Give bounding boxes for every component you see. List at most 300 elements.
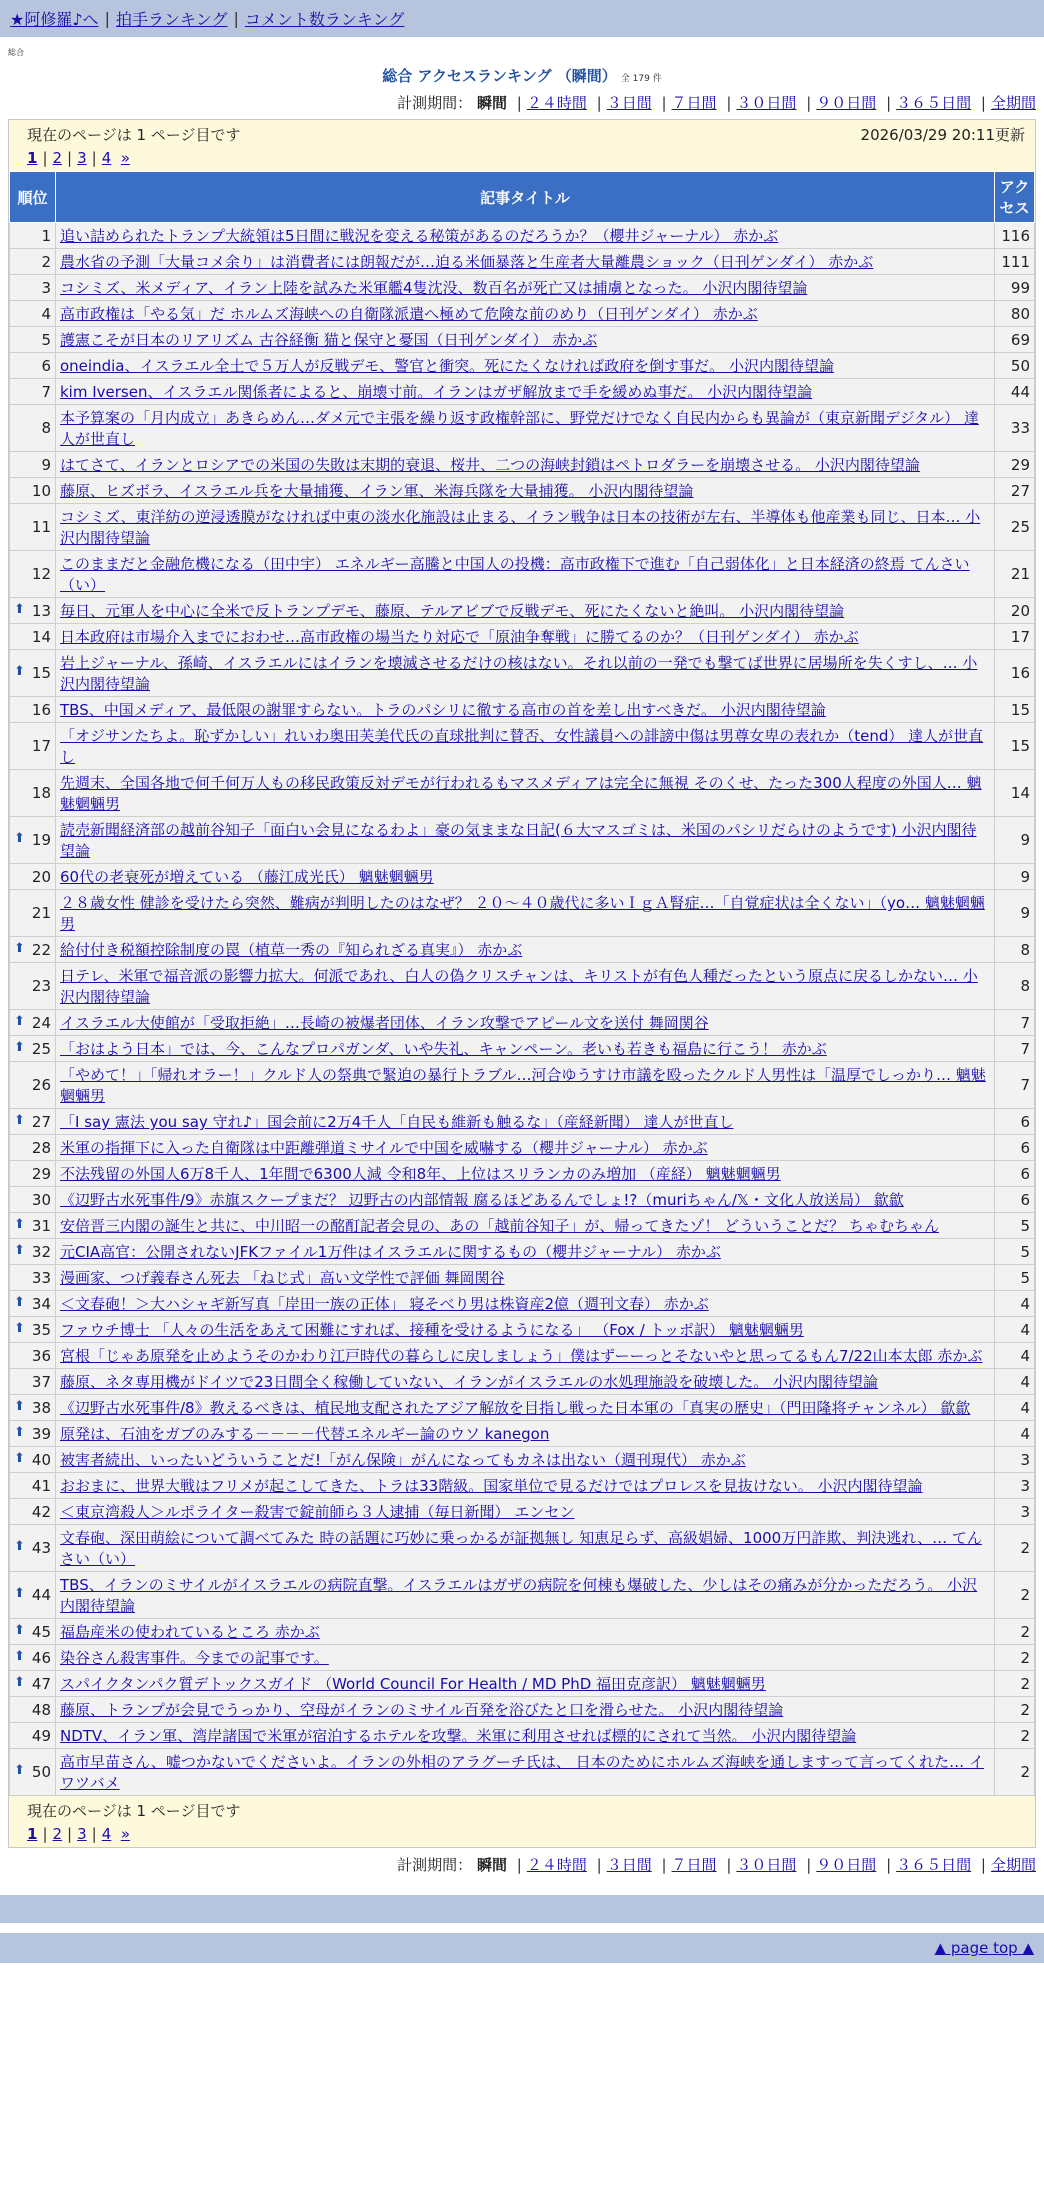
access-count: 69: [995, 327, 1035, 353]
access-count: 2: [995, 1645, 1035, 1671]
title-cell: [56, 1010, 995, 1036]
title-cell: [56, 1525, 995, 1572]
table-row: [10, 1291, 1035, 1317]
rank-number: 42: [31, 1502, 51, 1521]
page-info-text: 現在のページは 1 ページ目です: [27, 126, 241, 144]
title-cell: [56, 770, 995, 817]
pagetop-bar: [0, 1933, 1044, 1963]
up-arrow-icon: ⬆: [14, 1424, 25, 1440]
table-row: [10, 963, 1035, 1010]
access-count: 9: [995, 890, 1035, 937]
title-cell: [56, 353, 995, 379]
rank-cell: [10, 223, 56, 249]
access-count: 6: [995, 1135, 1035, 1161]
rank-cell: [10, 697, 56, 723]
table-row: [10, 937, 1035, 963]
access-count: 2: [995, 1749, 1035, 1796]
rank-cell: [10, 452, 56, 478]
period-label-bottom: 計測期間：: [397, 1856, 473, 1874]
title-cell: [56, 1447, 995, 1473]
rank-number: 31: [31, 1216, 51, 1235]
article-link[interactable]: 60代の老衰死が増えている （藤江成光氏） 魑魅魍魎男: [60, 868, 434, 886]
article-link[interactable]: 染谷さん殺害事件。今までの記事です。: [60, 1649, 329, 1667]
period-link-30d[interactable]: ３０日間: [736, 94, 797, 112]
access-count: 80: [995, 301, 1035, 327]
page-info-text-bottom: 現在のページは 1 ページ目です: [27, 1802, 241, 1820]
access-count: 8: [995, 937, 1035, 963]
table-row: [10, 1447, 1035, 1473]
access-count: 5: [995, 1213, 1035, 1239]
rank-cell: [10, 624, 56, 650]
table-header-row: [10, 172, 1035, 223]
table-row: [10, 650, 1035, 697]
title-cell: [56, 1291, 995, 1317]
rank-cell: [10, 1499, 56, 1525]
rank-number: 41: [31, 1476, 51, 1495]
rank-cell: [10, 1265, 56, 1291]
article-link[interactable]: はてさて、イランとロシアでの米国の失敗は末期的衰退、桜井、二つの海峡封鎖はペトロダラーを崩壊させる。 小沢内閣待望論: [60, 456, 920, 474]
table-row: [10, 1499, 1035, 1525]
rank-cell: [10, 1010, 56, 1036]
access-count: 2: [995, 1525, 1035, 1572]
rank-number: 27: [31, 1112, 51, 1131]
article-link[interactable]: 「オジサンたちよ。恥ずかしい」れいわ奥田芙美代氏の直球批判に賛否、女性議員への誹謗中傷は男尊女卑の表れか（tend） 達人が世直し: [60, 727, 984, 766]
table-row: [10, 864, 1035, 890]
period-link-all-bottom[interactable]: 全期間: [990, 1856, 1036, 1874]
title-cell: [56, 1572, 995, 1619]
rank-number: 28: [31, 1138, 51, 1157]
access-count: 3: [995, 1447, 1035, 1473]
rank-cell: [10, 379, 56, 405]
title-cell: [56, 1499, 995, 1525]
rank-number: 30: [31, 1190, 51, 1209]
rank-cell: [10, 1135, 56, 1161]
period-link-24h[interactable]: ２４時間: [526, 94, 587, 112]
rank-cell: [10, 1161, 56, 1187]
article-link[interactable]: 福島産米の使われているところ 赤かぶ: [60, 1623, 320, 1641]
article-link[interactable]: 米軍の指揮下に入った自衛隊は中距離弾道ミサイルで中国を威嚇する（櫻井ジャーナル） 赤かぶ: [60, 1139, 708, 1157]
period-link-3d[interactable]: ３日間: [606, 94, 652, 112]
up-arrow-icon: ⬆: [14, 1622, 25, 1638]
rank-number: 38: [31, 1398, 51, 1417]
table-row: [10, 1036, 1035, 1062]
rank-cell: [10, 1343, 56, 1369]
article-link[interactable]: 本予算案の「月内成立」あきらめん…ダメ元で主張を繰り返す政権幹部に、野党だけでなく自民内からも異論が（東京新聞デジタル） 達人が世直し: [60, 409, 979, 448]
access-count: 27: [995, 478, 1035, 504]
table-row: [10, 1010, 1035, 1036]
title-cell: [56, 1213, 995, 1239]
access-count: 7: [995, 1010, 1035, 1036]
access-count: 4: [995, 1317, 1035, 1343]
article-link[interactable]: 高市早苗さん、嘘つかないでくださいよ。イランの外相のアラグーチ氏は、 日本のためにホルムズ海峡を通しますって言ってくれた… イワツバメ: [60, 1753, 984, 1792]
pager-page-current[interactable]: 1: [27, 149, 38, 167]
article-link[interactable]: 毎日、元軍人を中心に全米で反トランプデモ、藤原、テルアビブで反戦デモ、死にたくないと絶叫。 小沢内閣待望論: [60, 602, 845, 620]
rank-number: 22: [31, 940, 51, 959]
pager-top: 1 | 2 | 3 | 4 »: [9, 147, 1035, 171]
period-link-7d-bottom[interactable]: ７日間: [671, 1856, 717, 1874]
rank-cell: [10, 770, 56, 817]
article-link[interactable]: 宮根「じゃあ原発を止めようそのかわり江戸時代の暮らしに戻しましょう」僕はずーーっとそないやと思ってるもん7/22山本太郎 赤かぶ: [60, 1347, 983, 1365]
access-count: 7: [995, 1036, 1035, 1062]
title-cell: [56, 223, 995, 249]
rank-cell: [10, 723, 56, 770]
article-link[interactable]: 「I say 憲法 you say 守れ♪」国会前に2万4千人「自民も維新も触るな」（産経新聞） 達人が世直し: [60, 1113, 734, 1131]
title-cell: [56, 697, 995, 723]
article-link[interactable]: 藤原、ヒズボラ、イスラエル兵を大量捕獲、イラン軍、米海兵隊を大量捕獲。 小沢内閣待望論: [60, 482, 694, 500]
access-count: 29: [995, 452, 1035, 478]
article-link[interactable]: 高市政権は「やる気」だ ホルムズ海峡への自衛隊派遣へ極めて危険な前のめり（日刊ゲンダイ） 赤かぶ: [60, 305, 758, 323]
table-row: [10, 301, 1035, 327]
article-link[interactable]: 安倍晋三内閣の誕生と共に、中川昭一の酩酊記者会見の、あの「越前谷知子」が、帰ってきたゾ！ どういうことだ？ ちゃむちゃん: [60, 1217, 939, 1235]
rank-cell: [10, 598, 56, 624]
rank-cell: [10, 650, 56, 697]
rank-number: 43: [31, 1539, 51, 1557]
title-cell: [56, 249, 995, 275]
table-row: [10, 1109, 1035, 1135]
article-link[interactable]: おおまに、世界大戦はフリメが起こしてきた、トラは33階級。国家単位で見るだけではプロレスを見抜けない。 小沢内閣待望論: [60, 1477, 923, 1495]
rank-number: 34: [31, 1294, 51, 1313]
total-count: 全 179 件: [620, 74, 662, 84]
rank-cell: [10, 301, 56, 327]
rank-cell: [10, 1619, 56, 1645]
title-cell: [56, 301, 995, 327]
access-count: 6: [995, 1109, 1035, 1135]
rank-cell: [10, 817, 56, 864]
article-link[interactable]: 「やめて！」「帰れオラー！」クルド人の祭典で緊迫の暴行トラブル…河合ゆうすけ市議を殴ったクルド人男性は「温厚でしっかり… 魑魅魍魎男: [60, 1066, 986, 1105]
table-row: [10, 1161, 1035, 1187]
rank-number: 48: [31, 1700, 51, 1719]
access-count: 14: [995, 770, 1035, 817]
access-count: 50: [995, 353, 1035, 379]
title-cell: [56, 890, 995, 937]
access-count: 4: [995, 1369, 1035, 1395]
table-row: [10, 1749, 1035, 1796]
up-arrow-icon: ⬆: [14, 601, 25, 617]
table-row: [10, 551, 1035, 598]
rank-number: 46: [31, 1648, 51, 1667]
article-link[interactable]: ＜東京湾殺人＞ルポライター殺害で錠前師ら３人逮捕（毎日新聞） エンセン: [60, 1503, 575, 1521]
title-cell: [56, 1239, 995, 1265]
table-row: [10, 1135, 1035, 1161]
rank-number: 44: [31, 1586, 51, 1604]
clap-ranking-link[interactable]: 拍手ランキング: [115, 10, 228, 29]
article-link[interactable]: 「おはよう日本」では、今、こんなプロパガンダ、いや失礼、キャンペーン。老いも若きも福島に行こう！ 赤かぶ: [60, 1040, 827, 1058]
article-link[interactable]: NDTV、イラン軍、湾岸諸国で米軍が宿泊するホテルを攻撃。米軍に利用させれば標的にされて当然。 小沢内閣待望論: [60, 1727, 857, 1745]
rank-number: 18: [31, 784, 51, 802]
title-cell: [56, 723, 995, 770]
access-count: 2: [995, 1619, 1035, 1645]
access-count: 9: [995, 817, 1035, 864]
title-cell: [56, 1109, 995, 1135]
page-info-top: [9, 120, 1035, 147]
access-count: 4: [995, 1395, 1035, 1421]
rank-cell: [10, 1572, 56, 1619]
rank-number: 33: [31, 1268, 51, 1287]
table-row: [10, 1671, 1035, 1697]
article-link[interactable]: ＜文春砲！＞大ハシャギ新写真「岸田一族の正体」 寝そべり男は株資産2億（週刊文春） 赤かぶ: [60, 1295, 709, 1313]
rank-number: 2: [41, 252, 51, 271]
title-cell: [56, 551, 995, 598]
access-count: 16: [995, 650, 1035, 697]
article-link[interactable]: TBS、中国メディア、最低限の謝罪すらない。トラのパシリに徹する高市の首を差し出すべきだ。 小沢内閣待望論: [60, 701, 826, 719]
page-info-bottom: [9, 1796, 1035, 1823]
access-count: 111: [995, 249, 1035, 275]
rank-cell: [10, 1291, 56, 1317]
article-link[interactable]: TBS、イランのミサイルがイスラエルの病院直撃。イスラエルはガザの病院を何棟も爆破した、少しはその痛みが分かっただろう。 小沢内閣待望論: [60, 1576, 978, 1615]
rank-cell: [10, 890, 56, 937]
rank-number: 20: [31, 867, 51, 886]
pager-page-3[interactable]: 3: [77, 149, 87, 167]
title-cell: [56, 1749, 995, 1796]
table-row: [10, 1317, 1035, 1343]
access-count: 2: [995, 1723, 1035, 1749]
up-arrow-icon: ⬆: [14, 1586, 25, 1601]
title-cell: [56, 1369, 995, 1395]
period-link-90d-bottom[interactable]: ９０日間: [816, 1856, 877, 1874]
period-current-bottom: 瞬間: [476, 1856, 507, 1874]
title-cell: [56, 864, 995, 890]
period-link-7d[interactable]: ７日間: [671, 94, 717, 112]
up-arrow-icon: ⬆: [14, 1294, 25, 1310]
article-link[interactable]: 農水省の予測「大量コメ余り」は消費者には朗報だが…迫る米価暴落と生産者大量離農ショック（日刊ゲンダイ） 赤かぶ: [60, 253, 874, 271]
up-arrow-icon: ⬆: [14, 1450, 25, 1466]
article-link[interactable]: 藤原、トランプが会見でうっかり、空母がイランのミサイル百発を浴びたと口を滑らせた。 小沢内閣待望論: [60, 1701, 784, 1719]
home-link[interactable]: ★阿修羅♪へ: [10, 10, 99, 29]
pager-page-4-bottom[interactable]: 4: [101, 1825, 112, 1843]
title-cell: [56, 1062, 995, 1109]
ranking-table-body: [10, 223, 1035, 1796]
article-link[interactable]: 給付付き税額控除制度の罠（植草一秀の『知られざる真実』） 赤かぶ: [60, 941, 523, 959]
pager-page-2-bottom[interactable]: 2: [52, 1825, 63, 1843]
article-link[interactable]: 読売新聞経済部の越前谷知子「面白い会見になるわよ」豪の気ままな日記(６大マスゴミは、米国のパシリだらけのようです) 小沢内閣待望論: [60, 821, 977, 860]
period-link-24h-bottom[interactable]: ２４時間: [526, 1856, 587, 1874]
rank-cell: [10, 1447, 56, 1473]
rank-cell: [10, 327, 56, 353]
rank-cell: [10, 864, 56, 890]
table-row: [10, 1343, 1035, 1369]
table-row: [10, 275, 1035, 301]
rank-cell: [10, 963, 56, 1010]
title-cell: [56, 1671, 995, 1697]
table-row: [10, 1369, 1035, 1395]
table-row: [10, 1473, 1035, 1499]
article-link[interactable]: イスラエル大使館が「受取拒絶」…長崎の被爆者団体、イラン攻撃でアピール文を送付 舞岡関谷: [60, 1014, 709, 1032]
updated-timestamp: 2026/03/29 20:11更新: [860, 126, 1025, 144]
title-cell: [56, 963, 995, 1010]
up-arrow-icon: ⬆: [14, 1320, 25, 1336]
title-cell: [56, 504, 995, 551]
rank-number: 26: [31, 1076, 51, 1094]
rank-cell: [10, 1395, 56, 1421]
article-link[interactable]: 護憲こそが日本のリアリズム 古谷経衡 猫と保守と憂国（日刊ゲンダイ） 赤かぶ: [60, 331, 598, 349]
title-cell: [56, 1473, 995, 1499]
title-cell: [56, 1723, 995, 1749]
title-cell: [56, 405, 995, 452]
access-count: 116: [995, 223, 1035, 249]
rank-number: 13: [31, 601, 51, 620]
article-link[interactable]: 日本政府は市場介入までにおわせ…高市政権の場当たり対応で「原油争奪戦」に勝てるのか？（日刊ゲンダイ） 赤かぶ: [60, 628, 859, 646]
rank-number: 36: [31, 1346, 51, 1365]
rank-cell: [10, 1749, 56, 1796]
access-count: 9: [995, 864, 1035, 890]
article-link[interactable]: 被害者続出、いったいどういうことだ!「がん保険」がんになってもカネは出ない（週刊現代） 赤かぶ: [60, 1451, 746, 1469]
access-count: 2: [995, 1671, 1035, 1697]
article-link[interactable]: kim Iversen、イスラエル関係者によると、崩壊寸前。イランはガザ解放まで手を緩めぬ事だ。 小沢内閣待望論: [60, 383, 813, 401]
footer-band: [0, 1895, 1044, 1923]
rank-cell: [10, 1317, 56, 1343]
up-arrow-icon: ⬆: [14, 664, 25, 679]
rank-number: 12: [31, 565, 51, 583]
article-link[interactable]: スパイクタンパク質デトックスガイド （World Council For Health / MD PhD 福田克彦訳） 魑魅魍魎男: [60, 1675, 766, 1693]
period-link-90d[interactable]: ９０日間: [816, 94, 877, 112]
article-link[interactable]: このままだと金融危機になる（田中宇） エネルギー高騰と中国人の投機：高市政権下で進む「自己弱体化」と日本経済の終焉 てんさい（い）: [60, 555, 970, 594]
rank-cell: [10, 1473, 56, 1499]
rank-cell: [10, 275, 56, 301]
rank-number: 15: [31, 664, 51, 682]
ranking-table: [9, 171, 1035, 1796]
period-link-30d-bottom[interactable]: ３０日間: [736, 1856, 797, 1874]
article-link[interactable]: ファウチ博士 「人々の生活をあえて困難にすれば、接種を受けるようになる」 （Fox / トッポ訳） 魑魅魍魎男: [60, 1321, 804, 1339]
period-link-365d[interactable]: ３６５日間: [896, 94, 972, 112]
access-count: 5: [995, 1265, 1035, 1291]
rank-cell: [10, 1671, 56, 1697]
page-title-text: 総合 アクセスランキング （瞬間）: [382, 67, 617, 85]
rank-number: 23: [31, 977, 51, 995]
access-count: 2: [995, 1572, 1035, 1619]
table-row: [10, 405, 1035, 452]
rank-cell: [10, 1239, 56, 1265]
period-link-365d-bottom[interactable]: ３６５日間: [896, 1856, 972, 1874]
access-count: 3: [995, 1473, 1035, 1499]
article-link[interactable]: 追い詰められたトランプ大統領は5日間に戦況を変える秘策があるのだろうか？（櫻井ジャーナル） 赤かぶ: [60, 227, 779, 245]
article-link[interactable]: 漫画家、つげ義春さん死去 「ねじ式」高い文学性で評価 舞岡関谷: [60, 1269, 505, 1287]
period-link-all[interactable]: 全期間: [990, 94, 1036, 112]
rank-number: 17: [31, 737, 51, 755]
title-cell: [56, 478, 995, 504]
article-link[interactable]: 文春砲、深田萌絵について調べてみた 時の話題に巧妙に乗っかるが証拠無し 知恵足らず、高級娼婦、1000万円詐欺、判決逃れ、… てんさい（い）: [60, 1529, 982, 1568]
rank-number: 14: [31, 627, 51, 646]
rank-number: 21: [31, 904, 51, 922]
rank-cell: [10, 1036, 56, 1062]
rank-cell: [10, 1525, 56, 1572]
rank-number: 7: [41, 382, 51, 401]
rank-cell: [10, 1187, 56, 1213]
table-row: [10, 624, 1035, 650]
pager-page-current-bottom[interactable]: 1: [27, 1825, 38, 1843]
table-row: [10, 1723, 1035, 1749]
rank-number: 37: [31, 1372, 51, 1391]
access-count: 5: [995, 1239, 1035, 1265]
comment-ranking-link[interactable]: コメント数ランキング: [244, 10, 405, 29]
table-row: [10, 249, 1035, 275]
pager-next[interactable]: »: [120, 149, 130, 167]
table-row: [10, 1265, 1035, 1291]
category-tag: 総合: [8, 48, 24, 57]
table-row: [10, 1239, 1035, 1265]
pager-page-2[interactable]: 2: [52, 149, 63, 167]
up-arrow-icon: ⬆: [14, 1674, 25, 1690]
article-link[interactable]: 《辺野古水死事件/8》教えるべきは、植民地支配されたアジア解放を目指し戦った日本軍の「真実の歴史」（門田隆将チャンネル） 歙歙: [60, 1399, 971, 1417]
access-count: 4: [995, 1291, 1035, 1317]
up-arrow-icon: ⬆: [14, 1242, 25, 1258]
article-link[interactable]: ２８歳女性 健診を受けたら突然、難病が判明したのはなぜ？ ２０～４０歳代に多いＩｇＡ腎症…「自覚症状は全くない」（yo… 魑魅魍魎男: [60, 894, 985, 933]
pager-page-3-bottom[interactable]: 3: [77, 1825, 87, 1843]
header-title: 記事タイトル: [56, 172, 995, 223]
rank-number: 9: [41, 455, 51, 474]
period-selector-top: 計測期間： 瞬間 | ２４時間 | ３日間 | ７日間 | ３０日間 | ９０日間 | ３６５日間 | 全期間: [397, 94, 1036, 112]
table-row: [10, 327, 1035, 353]
access-count: 4: [995, 1421, 1035, 1447]
period-link-3d-bottom[interactable]: ３日間: [606, 1856, 652, 1874]
rank-number: 5: [41, 330, 51, 349]
article-link[interactable]: 元CIA高官：公開されないJFKファイル1万件はイスラエルに関するもの（櫻井ジャーナル） 赤かぶ: [60, 1243, 721, 1261]
table-row: [10, 1187, 1035, 1213]
rank-cell: [10, 1369, 56, 1395]
rank-number: 50: [31, 1763, 51, 1781]
table-row: [10, 598, 1035, 624]
article-link[interactable]: 日テレ、米軍で福音派の影響力拡大。何派であれ、白人の偽クリスチャンは、キリストが有色人種だったという原点に戻るしかない… 小沢内閣待望論: [60, 967, 978, 1006]
article-link[interactable]: 不法残留の外国人6万8千人、1年間で6300人減 令和8年、上位はスリランカのみ増加 （産経） 魑魅魍魎男: [60, 1165, 781, 1183]
article-link[interactable]: コシミズ、東洋紡の逆浸透膜がなければ中東の淡水化施設は止まる、イラン戦争は日本の技術が左右、半導体も他産業も同じ、日本… 小沢内閣待望論: [60, 508, 981, 547]
pager-page-4[interactable]: 4: [101, 149, 112, 167]
rank-number: 4: [41, 304, 51, 323]
title-cell: [56, 1343, 995, 1369]
table-row: [10, 504, 1035, 551]
access-count: 33: [995, 405, 1035, 452]
title-cell: [56, 1421, 995, 1447]
article-link[interactable]: 《辺野古水死事件/9》赤旗スクープまだ？ 辺野古の内部情報 腐るほどあるんでしょ!?（muriちゃん/𝕏・文化人放送局） 歙歙: [60, 1191, 904, 1209]
rank-number: 32: [31, 1242, 51, 1261]
up-arrow-icon: ⬆: [14, 1763, 25, 1778]
rank-number: 6: [41, 356, 51, 375]
table-row: [10, 1213, 1035, 1239]
table-row: [10, 1395, 1035, 1421]
access-count: 4: [995, 1343, 1035, 1369]
rank-cell: [10, 551, 56, 598]
access-count: 21: [995, 551, 1035, 598]
pager-next-bottom[interactable]: »: [120, 1825, 130, 1843]
rank-number: 49: [31, 1726, 51, 1745]
article-link[interactable]: 先週末、全国各地で何千何万人もの移民政策反対デモが行われるもマスメディアは完全に無視 そのくせ、たった300人程度の外国人… 魑魅魍魎男: [60, 774, 982, 813]
table-row: [10, 697, 1035, 723]
table-row: [10, 770, 1035, 817]
article-link[interactable]: 岩上ジャーナル、孫崎、イスラエルにはイランを壊滅させるだけの核はない。それ以前の一発でも撃てば世界に居場所を失くすし、… 小沢内閣待望論: [60, 654, 978, 693]
title-cell: [56, 275, 995, 301]
rank-number: 19: [31, 831, 51, 849]
rank-number: 39: [31, 1424, 51, 1443]
header-access: アクセス: [995, 172, 1035, 223]
article-link[interactable]: 原発は、石油をガブのみする－－－－代替エネルギー論のウソ kanegon: [60, 1425, 550, 1443]
table-row: [10, 379, 1035, 405]
title-cell: [56, 937, 995, 963]
table-row: [10, 1062, 1035, 1109]
header-rank: 順位: [10, 172, 56, 223]
title-cell: [56, 327, 995, 353]
rank-number: 3: [41, 278, 51, 297]
page-top-link[interactable]: ▲ page top ▲: [934, 1939, 1034, 1957]
rank-number: 16: [31, 700, 51, 719]
article-link[interactable]: 藤原、ネタ専用機がドイツで23日間全く稼働していない、イランがイスラエルの水処理施設を破壊した。 小沢内閣待望論: [60, 1373, 878, 1391]
article-link[interactable]: oneindia、イスラエル全土で５万人が反戦デモ、警官と衝突。死にたくなければ政府を倒す事だ。 小沢内閣待望論: [60, 357, 834, 375]
table-row: [10, 452, 1035, 478]
title-cell: [56, 817, 995, 864]
article-link[interactable]: コシミズ、米メディア、イラン上陸を試みた米軍艦4隻沈没、数百名が死亡又は捕虜となった。 小沢内閣待望論: [60, 279, 808, 297]
access-count: 6: [995, 1187, 1035, 1213]
rank-cell: [10, 1723, 56, 1749]
access-count: 99: [995, 275, 1035, 301]
table-row: [10, 1572, 1035, 1619]
period-label: 計測期間：: [397, 94, 473, 112]
